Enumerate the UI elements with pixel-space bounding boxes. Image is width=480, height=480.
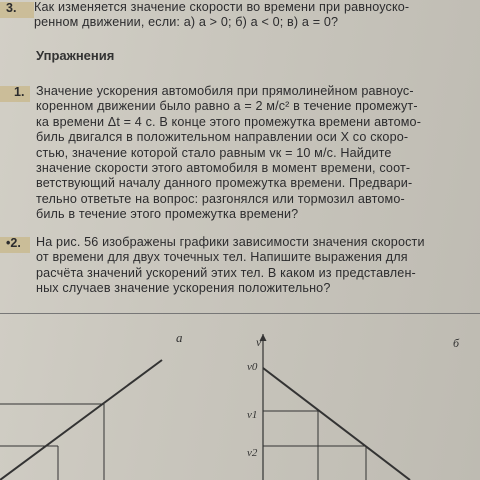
graph-b-axis-label: v [256, 335, 262, 349]
text-line: от времени для двух точечных тел. Напишите выражения для [36, 250, 408, 265]
exercise-2-text [36, 235, 425, 297]
question-number: 3. [6, 1, 17, 15]
graph-a-line [0, 360, 162, 480]
text-line: биль двигался в положительном направлении оси X со скоро- [36, 130, 409, 145]
text-line: На рис. 56 изображены графики зависимости значения скорости [36, 235, 425, 249]
text-line: расчёта значений ускорений этих тел. В каком из представлен- [36, 265, 416, 280]
exercise-1-text [36, 84, 421, 223]
graph-b-v1-label: v1 [247, 409, 258, 421]
text-line: Как изменяется значение скорости во времени при равноуско- [34, 0, 410, 14]
graph-b-v2-label: v2 [247, 447, 258, 459]
graph-a-label: а [176, 330, 183, 345]
exercise-1-number: 1. [14, 85, 25, 99]
text-line: Значение ускорения автомобиля при прямолинейном равноус- [36, 84, 414, 98]
text-line: ка времени Δt = 4 с. В конце этого промежутка времени автомо- [36, 114, 422, 129]
text-line: ветствующий началу данного промежутка времени. Предвари- [36, 176, 413, 191]
exercise-2-number: •2. [6, 236, 21, 250]
text-line: стью, значение которой стало равным vк = 10 м/с. Найдите [36, 145, 392, 160]
graph-b-label: б [453, 336, 460, 350]
text-line: коренном движении было равно a = 2 м/с² в течение промежут- [36, 99, 418, 114]
text-line: ных случаев значение ускорения положительно? [36, 281, 331, 296]
text-line: ренном движении, если: а) a > 0; б) a < 0; в) a = 0? [34, 15, 339, 30]
figure-56 [0, 314, 480, 480]
graph-b-line [263, 368, 410, 480]
text-line: биль в течение этого промежутка времени? [36, 207, 299, 222]
text-line: тельно ответьте на вопрос: разгонялся или тормозил автомо- [36, 191, 405, 206]
graph-b-v0-label: v0 [247, 361, 258, 373]
section-title: Упражнения [36, 48, 115, 63]
text-line: значение скорости этого автомобиля в момент времени, соот- [36, 161, 411, 176]
question-3-text [34, 0, 409, 31]
